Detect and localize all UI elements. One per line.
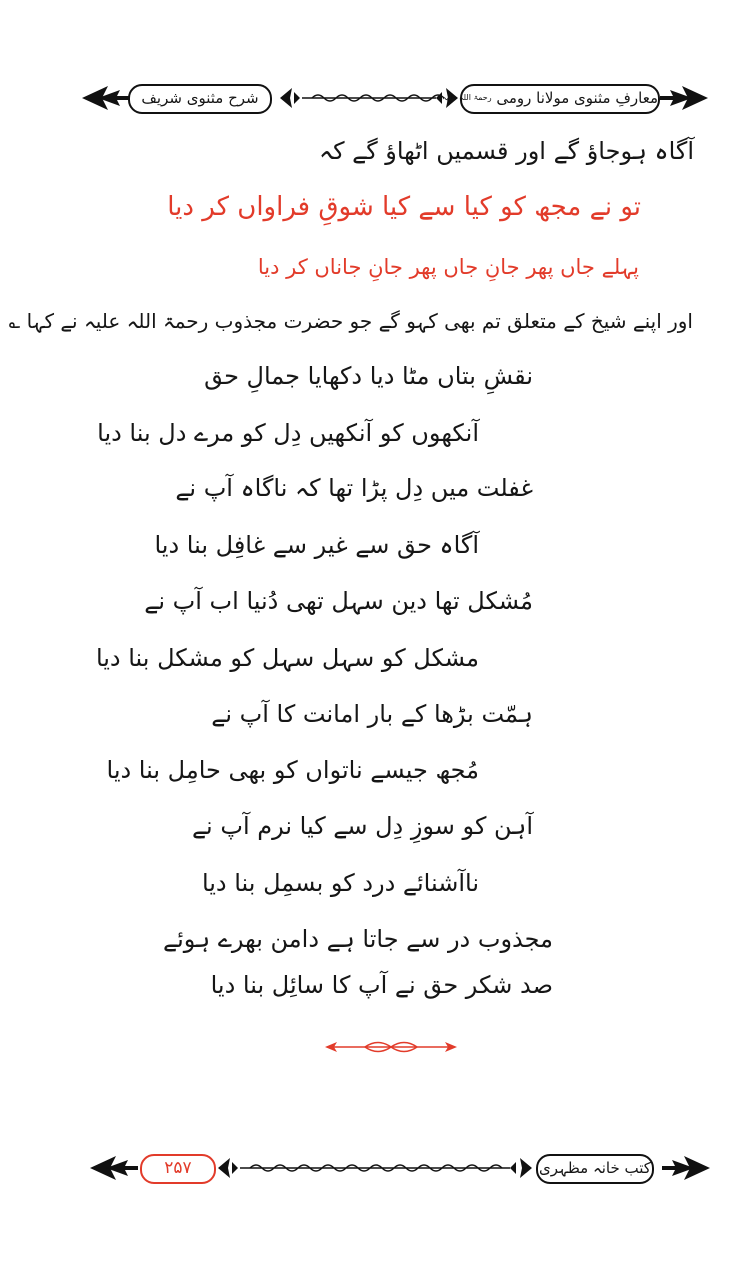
header-book-title: معارفِ مثنوی مولانا رومی (496, 89, 658, 107)
header-subtitle: شرح مثنوی شریف (141, 89, 259, 107)
publisher-cartouche (536, 1154, 654, 1184)
header-subtitle-cartouche (128, 84, 272, 114)
couplet-4-line-a: ہمّت بڑھا کے بار امانت کا آپ نے (211, 700, 533, 728)
publisher-name: کتب خانہ مظہری (539, 1159, 651, 1177)
intro-line-2: اور اپنے شیخ کے متعلق تم بھی کہو گے جو حضرت مجذوب رحمۃ اللہ علیہ نے کہا ؎ (8, 309, 693, 333)
header-ornament-band (80, 78, 710, 118)
couplet-2-line-a: غفلت میں دِل پڑا تھا کہ ناگاہ آپ نے (175, 474, 533, 502)
footer-ornament-band (88, 1148, 712, 1188)
couplet-1-line-b: آنکھوں کو آنکھیں دِل کو مرے دل بنا دیا (97, 419, 479, 447)
page-number: ۲۵۷ (164, 1158, 192, 1178)
section-divider-ornament (325, 1036, 457, 1058)
couplet-3-line-b: مشکل کو سہل سہل کو مشکل بنا دیا (95, 644, 479, 672)
closing-line-b: صد شکر حق نے آپ کا سائِل بنا دیا (210, 971, 553, 999)
couplet-5-line-b: ناآشنائے درد کو بسمِل بنا دیا (201, 869, 479, 897)
couplet-5-line-a: آہن کو سوزِ دِل سے کیا نرم آپ نے (191, 812, 533, 840)
closing-line-a: مجذوب در سے جاتا ہے دامن بھرے ہوئے (163, 925, 553, 953)
red-verse-2: پہلے جاں پھر جانِ جاں پھر جانِ جاناں کر دیا (257, 255, 639, 279)
couplet-2-line-b: آگاہ حق سے غیر سے غافِل بنا دیا (154, 531, 479, 559)
couplet-4-line-b: مُجھ جیسے ناتواں کو بھی حامِل بنا دیا (106, 756, 479, 784)
intro-line: آگاہ ہوجاؤ گے اور قسمیں اٹھاؤ گے کہ (319, 137, 694, 165)
couplet-1-line-a: نقشِ بتاں مٹا دیا دکھایا جمالِ حق (204, 362, 533, 390)
couplet-3-line-a: مُشکل تھا دین سہل تھی دُنیا اب آپ نے (144, 587, 533, 615)
header-title-cartouche (441, 84, 660, 114)
page-number-cartouche (140, 1154, 216, 1184)
red-verse-1: تو نے مجھ کو کیا سے کیا شوقِ فراواں کر دیا (167, 192, 641, 222)
header-honorific: رحمۃ اللہ علیہ (441, 93, 492, 102)
